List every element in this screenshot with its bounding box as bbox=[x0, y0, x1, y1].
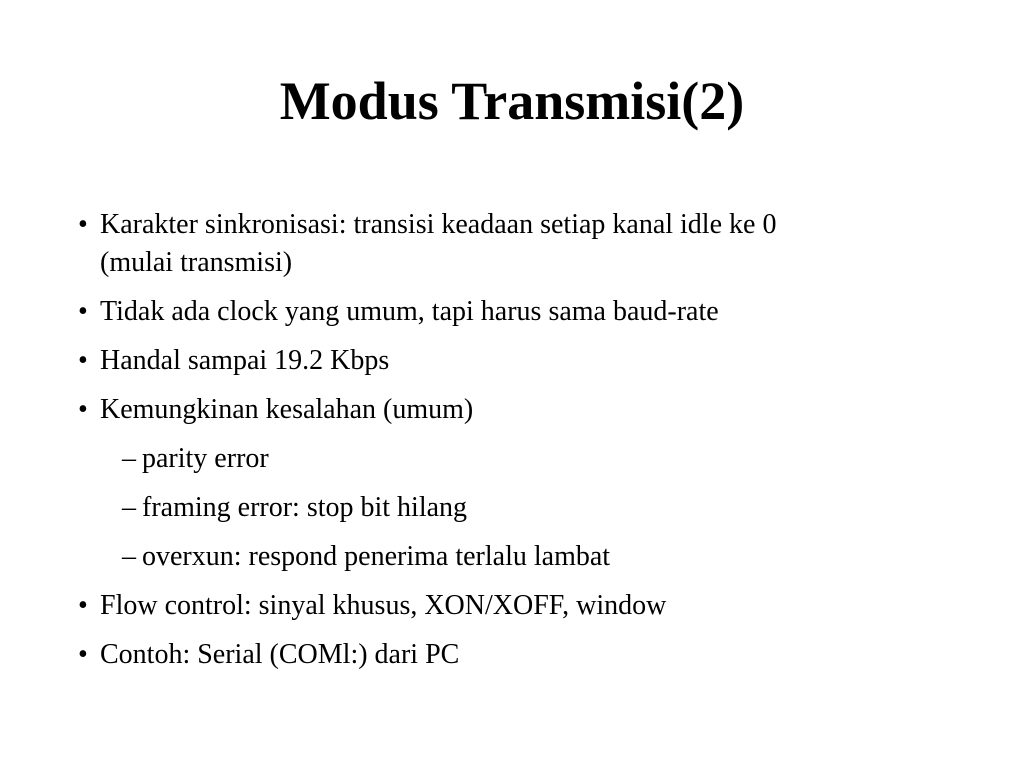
sub-item-text: framing error: stop bit hilang bbox=[142, 492, 468, 523]
bullet-item-example bbox=[78, 636, 958, 674]
bullet-text: Handal sampai 19.2 Kbps bbox=[100, 345, 390, 376]
bullet-item-flow-control bbox=[78, 587, 958, 625]
bullet-marker: • bbox=[78, 394, 88, 425]
dash-marker: – bbox=[122, 541, 136, 572]
bullet-text: Tidak ada clock yang umum, tapi harus sama baud-rate bbox=[100, 296, 719, 327]
sub-item-text: parity error bbox=[142, 443, 269, 474]
sub-item-framing-error bbox=[78, 489, 958, 527]
bullet-marker: • bbox=[78, 345, 88, 376]
bullet-item-sync-character bbox=[78, 206, 958, 282]
bullet-text: Kemungkinan kesalahan (umum) bbox=[100, 394, 474, 425]
dash-marker: – bbox=[122, 492, 136, 523]
bullet-text: Karakter sinkronisasi: transisi keadaan setiap kanal idle ke 0 bbox=[100, 209, 777, 240]
bullet-marker: • bbox=[78, 639, 88, 670]
sub-item-parity-error bbox=[78, 440, 958, 478]
bullet-list bbox=[78, 206, 958, 685]
slide-title: Modus Transmisi(2) bbox=[279, 71, 745, 131]
bullet-marker: • bbox=[78, 296, 88, 327]
bullet-item-clock bbox=[78, 293, 958, 331]
bullet-item-reliable-speed bbox=[78, 342, 958, 380]
sub-item-text: overxun: respond penerima terlalu lambat bbox=[142, 541, 611, 572]
bullet-item-error-types bbox=[78, 391, 958, 429]
dash-marker: – bbox=[122, 443, 136, 474]
bullet-marker: • bbox=[78, 209, 88, 240]
bullet-text-continuation: (mulai transmisi) bbox=[100, 247, 293, 278]
bullet-text: Flow control: sinyal khusus, XON/XOFF, window bbox=[100, 590, 667, 621]
bullet-text: Contoh: Serial (COMl:) dari PC bbox=[100, 639, 460, 670]
bullet-marker: • bbox=[78, 590, 88, 621]
sub-item-overrun bbox=[78, 538, 958, 576]
